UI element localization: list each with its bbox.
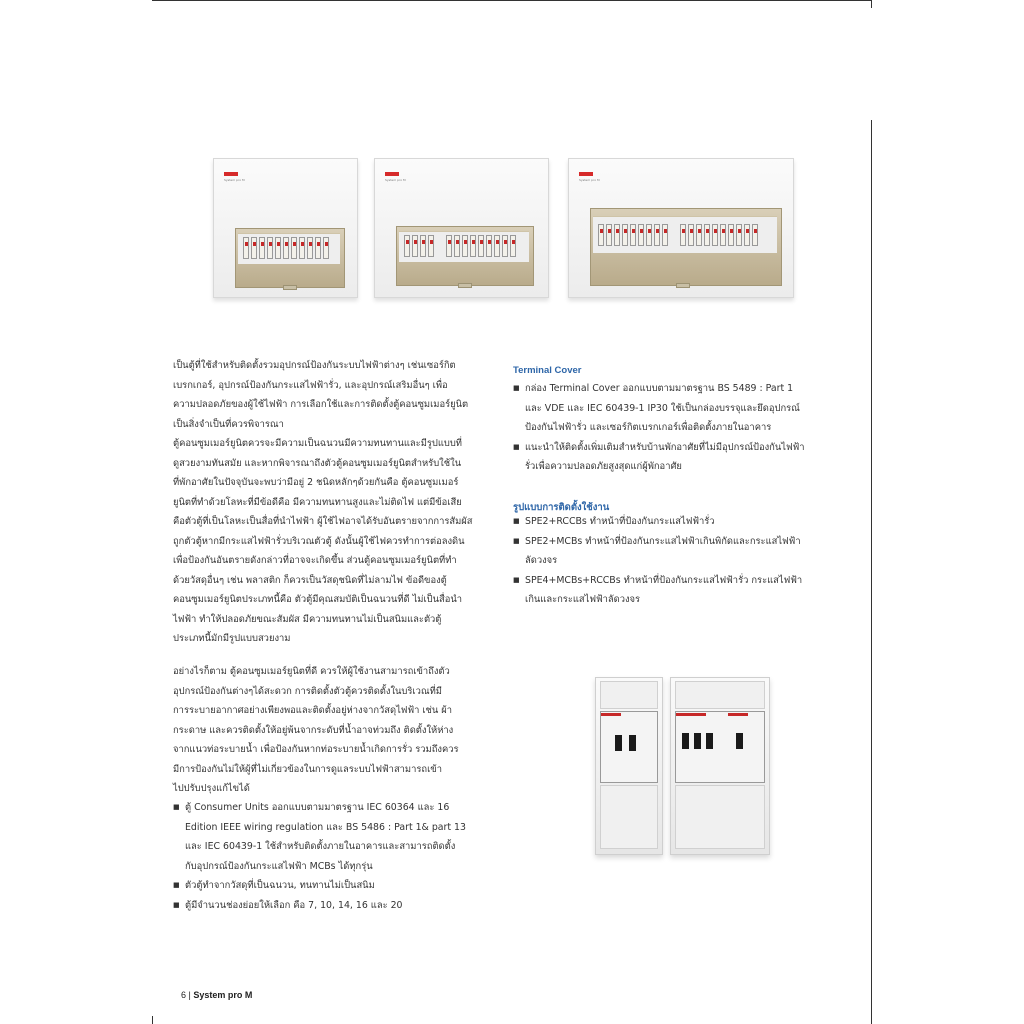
install-methods-list <box>513 512 843 610</box>
mcb-breaker <box>662 224 668 246</box>
mcb-breaker <box>494 235 500 257</box>
text-line: ยูนิตที่ทำด้วยโลหะที่มีข้อดีคือ มีความทนทานสูงและไม่ติดไฟ แต่มีข้อเสีย <box>173 496 462 508</box>
mcb-breaker <box>654 224 660 246</box>
text-line: อุปกรณ์ป้องกันต่างๆได้สะดวก การติดตั้งตัวตู้ควรติดตั้งในบริเวณที่มี <box>173 685 442 697</box>
text-line: การระบายอากาศอย่างเพียงพอและติดตั้งอยู่ห่างจากวัสดุไฟฟ้า เช่น ผ้า <box>173 705 453 716</box>
terminal-cover-single <box>595 677 665 857</box>
page-footer <box>181 990 252 1000</box>
brand-label: System pro M <box>385 178 406 182</box>
consumer-unit-large <box>568 158 794 298</box>
brand-label: System pro M <box>224 178 245 182</box>
mcb-breaker <box>614 224 620 246</box>
text-line: ตู้คอนซูมเมอร์ยูนิตควรจะมีความเป็นฉนวนมีความทนทานและมีรูปแบบที่ <box>173 438 462 449</box>
mcb-breaker <box>502 235 508 257</box>
terminal-cover-heading: Terminal Cover <box>513 365 582 376</box>
terminal-cover-double <box>670 677 770 857</box>
list-item-line: เกินและกระแสไฟฟ้าลัดวงจร <box>525 594 641 605</box>
list-item-line: ป้องกันไฟฟ้ารั่ว และเซอร์กิตเบรกเกอร์เพื่อติดตั้งภายในอาคาร <box>525 422 772 433</box>
mcb-breaker <box>606 224 612 246</box>
text-line: เป็นสิ่งจำเป็นที่ควรพิจารณา <box>173 418 284 430</box>
mcb-breaker <box>622 224 628 246</box>
mcb-breaker <box>752 224 758 246</box>
list-item <box>173 876 498 896</box>
mcb-breaker <box>598 224 604 246</box>
mcb-breaker <box>688 224 694 246</box>
mcb-breaker <box>291 237 297 259</box>
mcb-breaker <box>510 235 516 257</box>
material-paragraph <box>173 434 498 649</box>
crop-mark-tick <box>871 0 872 8</box>
mcb-breaker <box>446 235 452 257</box>
mcb-breaker <box>696 224 702 246</box>
mcb-breaker <box>283 237 289 259</box>
consumer-unit-small <box>213 158 358 298</box>
install-methods-heading: รูปแบบการติดตั้งใช้งาน <box>513 502 610 513</box>
crop-mark-right <box>871 120 872 1024</box>
mcb-breaker <box>744 224 750 246</box>
text-line: เพื่อป้องกันอันตรายดังกล่าวที่อาจจะเกิดขึ้น ส่วนตู้คอนซูมเมอร์ยูนิตที่ทำ <box>173 555 457 566</box>
mcb-breaker <box>638 224 644 246</box>
list-item-line: ลัดวงจร <box>525 555 558 566</box>
mcb-breaker <box>259 237 265 259</box>
features-list <box>173 798 498 915</box>
text-line: เบรกเกอร์, อุปกรณ์ป้องกันกระแสไฟฟ้ารั่ว, และอุปกรณ์เสริมอื่นๆ เพื่อ <box>173 379 448 391</box>
mcb-breaker <box>323 237 329 259</box>
mcb-breaker <box>712 224 718 246</box>
text-line: จากแนวท่อระบายน้ำ เพื่อป้องกันหากท่อระบายน้ำเกิดการรั่ว รวมถึงควร <box>173 744 459 755</box>
mcb-breaker <box>243 237 249 259</box>
mcb-breaker <box>428 235 434 257</box>
list-item-line: รั่วเพื่อความปลอดภัยสูงสุดแก่ผู้พักอาศัย <box>525 461 682 472</box>
list-item <box>513 438 843 477</box>
mcb-breaker <box>462 235 468 257</box>
mcb-breaker <box>720 224 726 246</box>
list-item-line: กับอุปกรณ์ป้องกันกระแสไฟฟ้า MCBs ได้ทุกรุ่น <box>185 860 373 872</box>
list-item-line: และ VDE และ IEC 60439-1 IP30 ใช้เป็นกล่องบรรจุและยึดอุปกรณ์ <box>525 402 800 414</box>
mcb-breaker <box>630 224 636 246</box>
list-item-line: และ IEC 60439-1 ใช้สำหรับติดตั้งภายในอาคารและสามารถติดตั้ง <box>185 841 456 852</box>
mcb-breaker <box>251 237 257 259</box>
text-line: ไฟฟ้า ทำให้ปลอดภัยขณะสัมผัส มีความทนทานไม่เป็นสนิมและตัวตู้ <box>173 613 442 625</box>
mcb-breaker <box>646 224 652 246</box>
text-line: ดูสวยงามทันสมัย และหากพิจารณาถึงตัวตู้คอนซูมเมอร์ยูนิตสำหรับใช้ใน <box>173 457 462 469</box>
text-line: เป็นตู้ที่ใช้สำหรับติดตั้งรวมอุปกรณ์ป้องกันระบบไฟฟ้าต่างๆ เช่นเซอร์กิต <box>173 360 456 371</box>
text-line: คอนซูมเมอร์ยูนิตประเภทนี้คือ ตัวตู้มีคุณสมบัติเป็นฉนวนที่ดี ไม่เป็นสื่อนำ <box>173 594 463 605</box>
consumer-unit-medium <box>374 158 550 298</box>
text-line: ประเภทนี้มักมีรูปแบบสวยงาม <box>173 633 291 644</box>
list-item <box>513 532 843 571</box>
text-line: ด้วยวัสดุอื่นๆ เช่น พลาสติก ก็ควรเป็นวัสดุชนิดที่ไม่ลามไฟ ข้อดีของตู้ <box>173 574 447 586</box>
list-item-line: ■ กล่อง Terminal Cover ออกแบบตามมาตรฐาน BS 5489 : Part 1 <box>525 383 794 394</box>
footer-title: System pro M <box>193 990 253 1000</box>
text-line: ถูกตัวตู้หากมีกระแสไฟฟ้ารั่วบริเวณตัวตู้ ดังนั้นผู้ใช้ไฟควรทำการต่อลงดิน <box>173 535 465 547</box>
mcb-breaker <box>478 235 484 257</box>
text-line: ไปปรับปรุงแก้ไขได้ <box>173 783 250 794</box>
mcb-breaker <box>736 224 742 246</box>
list-item <box>513 379 843 438</box>
mcb-breaker <box>454 235 460 257</box>
crop-mark-top <box>152 0 872 1</box>
mcb-breaker <box>470 235 476 257</box>
mcb-breaker <box>728 224 734 246</box>
list-item-line: ■ แนะนำให้ติดตั้งเพิ่มเติมสำหรับบ้านพักอาศัยที่ไม่มีอุปกรณ์ป้องกันไฟฟ้า <box>525 441 805 453</box>
list-item <box>173 896 498 916</box>
mcb-breaker <box>486 235 492 257</box>
list-item-line: Edition IEEE wiring regulation และ BS 5486 : Part 1& part 13 <box>185 821 466 833</box>
mcb-breaker <box>307 237 313 259</box>
list-item <box>513 512 843 532</box>
mcb-breaker <box>420 235 426 257</box>
list-item-line: ■ ตัวตู้ทำจากวัสดุที่เป็นฉนวน, ทนทานไม่เป็นสนิม <box>185 880 375 891</box>
mcb-breaker <box>412 235 418 257</box>
text-line: มีการป้องกันไม่ให้ผู้ที่ไม่เกี่ยวข้องในการดูแลระบบไฟฟ้าสามารถเข้า <box>173 763 442 775</box>
list-item-line: ■ ตู้มีจำนวนช่องย่อยให้เลือก คือ 7, 10, 14, 16 และ 20 <box>185 899 403 911</box>
text-line: อย่างไรก็ตาม ตู้คอนซูมเมอร์ยูนิตที่ดี ควรให้ผู้ใช้งานสามารถเข้าถึงตัว <box>173 666 450 677</box>
text-line: คือตัวตู้ที่เป็นโลหะเป็นสื่อที่นำไฟฟ้า ผู้ใช้ไฟอาจได้รับอันตรายจากการสัมผัส <box>173 516 473 527</box>
mcb-breaker <box>275 237 281 259</box>
mcb-breaker <box>704 224 710 246</box>
installation-paragraph <box>173 662 498 799</box>
brand-label: System pro M <box>579 178 600 182</box>
list-item <box>173 798 498 876</box>
text-line: ความปลอดภัยของผู้ใช้ไฟฟ้า การเลือกใช้และการติดตั้งตู้คอนซูมเมอร์ยูนิต <box>173 399 469 410</box>
page-number: 6 | <box>181 990 191 1000</box>
mcb-breaker <box>404 235 410 257</box>
intro-paragraph <box>173 356 498 434</box>
mcb-breaker <box>267 237 273 259</box>
list-item-line: ■ SPE4+MCBs+RCCBs ทำหน้าที่ป้องกันกระแสไฟฟ้ารั่ว กระแสไฟฟ้า <box>525 574 803 586</box>
terminal-cover-list <box>513 379 843 477</box>
crop-mark-bottom <box>152 1016 153 1024</box>
list-item-line: ■ ตู้ Consumer Units ออกแบบตามมาตรฐาน IEC 60364 และ 16 <box>185 802 450 813</box>
list-item-line: ■ SPE2+RCCBs ทำหน้าที่ป้องกันกระแสไฟฟ้ารั่ว <box>525 516 715 527</box>
mcb-breaker <box>315 237 321 259</box>
list-item <box>513 571 843 610</box>
mcb-breaker <box>680 224 686 246</box>
text-line: ที่พักอาศัยในปัจจุบันจะพบว่ามีอยู่ 2 ชนิดหลักๆด้วยกันคือ ตู้คอนซูมเมอร์ <box>173 477 459 488</box>
list-item-line: ■ SPE2+MCBs ทำหน้าที่ป้องกันกระแสไฟฟ้าเกินพิกัดและกระแสไฟฟ้า <box>525 535 801 547</box>
text-line: กระดาษ และควรติดตั้งให้อยู่พ้นจากระดับที่น้ำอาจท่วมถึง ติดตั้งให้ห่าง <box>173 724 454 736</box>
mcb-breaker <box>299 237 305 259</box>
